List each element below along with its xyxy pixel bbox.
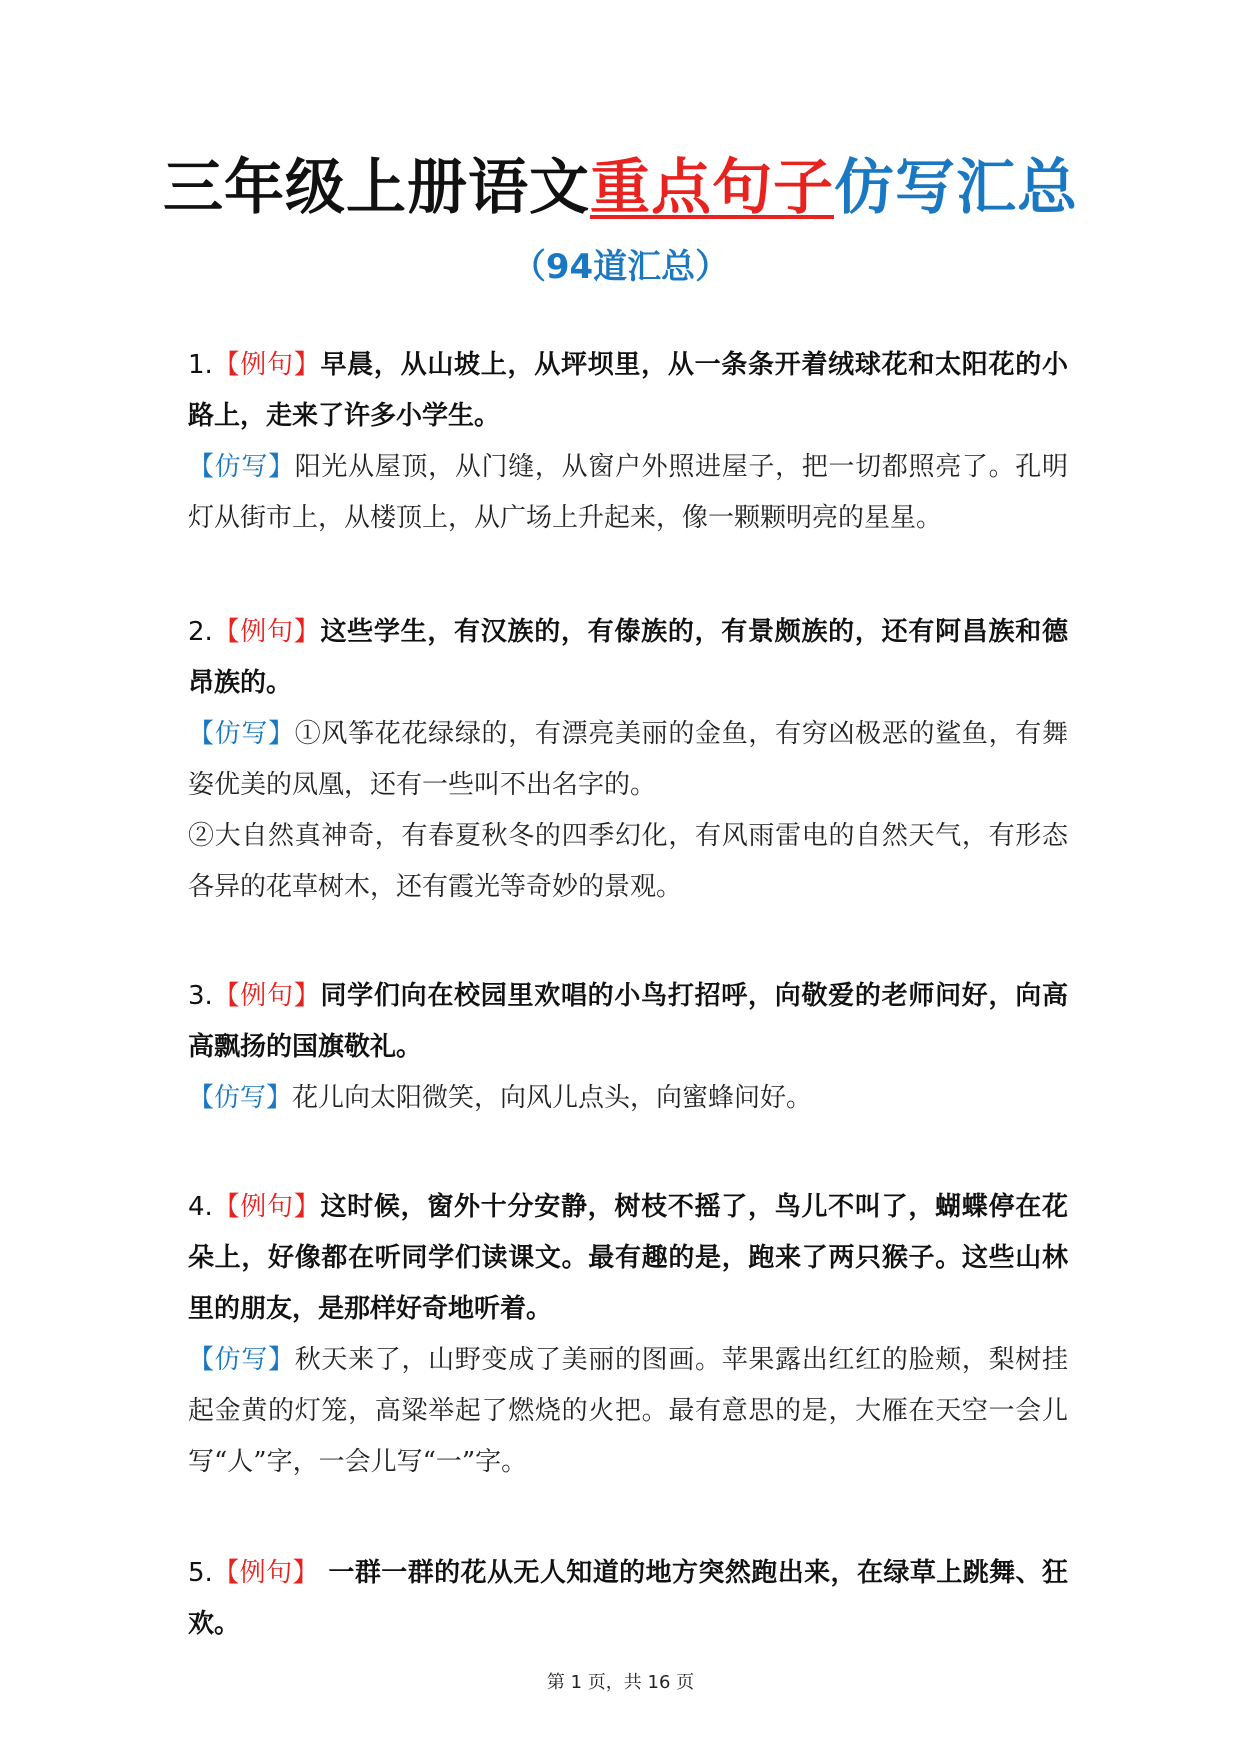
page-footer: 第 1 页，共 16 页 (546, 1672, 695, 1693)
example-sentence (188, 971, 1068, 1073)
imitation-sentence (188, 1335, 1068, 1488)
item-number: 3. (188, 981, 213, 1011)
title-part-red: 重点句子 (590, 153, 834, 223)
imitate-text: 阳光从屋顶，从门缝，从窗户外照进屋子，把一切都照亮了。孔明灯从街市上，从楼顶上，从广场上升起来，像一颗颗明亮的星星。 (188, 452, 1068, 533)
list-item (188, 1548, 1068, 1650)
list-item (188, 971, 1068, 1124)
example-label: 【例句】 (212, 1558, 319, 1588)
page-title (0, 148, 1241, 228)
item-number: 4. (188, 1192, 213, 1222)
example-text: 早晨，从山坡上，从坪坝里，从一条条开着绒球花和太阳花的小路上，走来了许多小学生。 (188, 350, 1068, 431)
item-number: 1. (188, 350, 213, 380)
imitate-text: 秋天来了，山野变成了美丽的图画。苹果露出红红的脸颊，梨树挂起金黄的灯笼，高粱举起了燃烧的火把。最有意思的是，大雁在天空一会儿写“人”字，一会儿写“一”字。 (188, 1345, 1068, 1477)
imitate-label: 【仿写】 (188, 719, 295, 749)
item-number: 2. (188, 617, 213, 647)
imitation-sentence (188, 1073, 1068, 1124)
list-item (188, 1182, 1068, 1488)
item-number: 5. (188, 1558, 213, 1588)
example-sentence (188, 1182, 1068, 1335)
imitation-sentence (188, 709, 1068, 913)
example-sentence (188, 340, 1068, 442)
list-item (188, 607, 1068, 913)
content-body (188, 340, 1068, 1707)
example-sentence (188, 1548, 1068, 1650)
imitate-text: ②大自然真神奇，有春夏秋冬的四季幻化，有风雨雷电的自然天气，有形态各异的花草树木，还有霞光等奇妙的景观。 (188, 821, 1068, 902)
example-label: 【例句】 (212, 981, 321, 1011)
imitation-sentence (188, 442, 1068, 544)
example-sentence (188, 607, 1068, 709)
example-text: 同学们向在校园里欢唱的小鸟打招呼，向敬爱的老师问好，向高高飘扬的国旗敬礼。 (188, 981, 1068, 1062)
example-text: 一群一群的花从无人知道的地方突然跑出来，在绿草上跳舞、狂欢。 (188, 1558, 1068, 1639)
title-part-blue: 仿写汇总 (834, 153, 1078, 223)
imitate-label: 【仿写】 (188, 452, 295, 482)
title-part-black: 三年级上册语文 (163, 153, 590, 223)
imitate-text: 花儿向太阳微笑，向风儿点头，向蜜蜂问好。 (292, 1083, 813, 1113)
imitate-label: 【仿写】 (188, 1083, 293, 1113)
list-item (188, 340, 1068, 544)
example-text: 这些学生，有汉族的，有傣族的，有景颇族的，还有阿昌族和德昂族的。 (188, 617, 1068, 698)
page-subtitle: （94道汇总） (511, 247, 730, 287)
example-text: 这时候，窗外十分安静，树枝不摇了，鸟儿不叫了，蝴蝶停在花朵上，好像都在听同学们读课文。最有趣的是，跑来了两只猴子。这些山林里的朋友，是那样好奇地听着。 (188, 1192, 1068, 1324)
imitate-text: ①风筝花花绿绿的，有漂亮美丽的金鱼，有穷凶极恶的鲨鱼，有舞姿优美的凤凰，还有一些叫不出名字的。 (188, 719, 1068, 800)
imitate-label: 【仿写】 (188, 1345, 295, 1375)
example-label: 【例句】 (212, 350, 321, 380)
example-label: 【例句】 (212, 1192, 321, 1222)
example-label: 【例句】 (212, 617, 321, 647)
